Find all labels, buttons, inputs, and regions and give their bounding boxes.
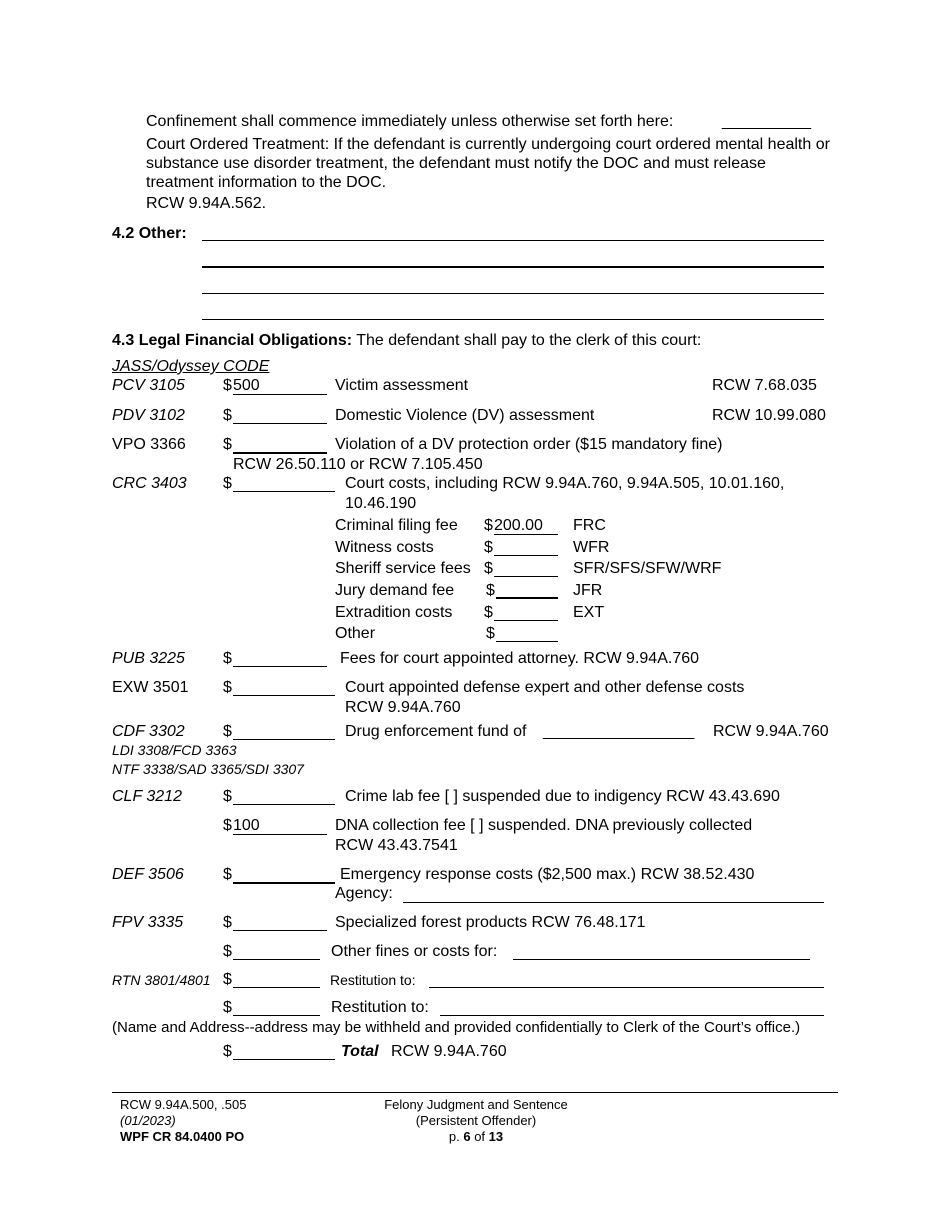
exw-dollar: $ xyxy=(223,679,232,696)
fpv-desc: Specialized forest products RCW 76.48.171 xyxy=(335,914,646,931)
footer-date: (01/2023) xyxy=(120,1113,176,1128)
other-for-line[interactable] xyxy=(513,959,810,960)
crc-sub-amount-line[interactable] xyxy=(494,576,558,577)
crc-amount-line[interactable] xyxy=(233,491,335,492)
other-desc: Other fines or costs for: xyxy=(331,943,498,960)
crc-sub-code: EXT xyxy=(573,604,605,621)
crc-sub-code: WFR xyxy=(573,539,610,556)
footer-page-number xyxy=(326,1129,626,1145)
crc-dollar: $ xyxy=(223,475,232,492)
crc-sub-code: JFR xyxy=(573,582,603,599)
code-header: JASS/Odyssey CODE xyxy=(112,358,270,375)
crc-sub-amount-line[interactable] xyxy=(496,641,558,642)
pdv-desc: Domestic Violence (DV) assessment xyxy=(335,407,595,424)
cdf-code2: LDI 3308/FCD 3363 xyxy=(112,742,237,758)
footer-rcw: RCW 9.94A.500, .505 xyxy=(120,1097,247,1112)
footer-subtitle: (Persistent Offender) xyxy=(415,1113,537,1128)
other-dollar: $ xyxy=(223,943,232,960)
crc-desc2: 10.46.190 xyxy=(345,495,417,512)
crc-sub-amount-line[interactable] xyxy=(494,555,558,556)
cdf-dollar: $ xyxy=(223,723,232,740)
crc-sub-label: Sheriff service fees xyxy=(335,560,471,577)
crc-sub-code: SFR/SFS/SFW/WRF xyxy=(573,560,722,577)
pub-dollar: $ xyxy=(223,650,232,667)
def-agency-line[interactable] xyxy=(403,902,824,903)
total-dollar: $ xyxy=(223,1043,232,1060)
treatment-text: Court Ordered Treatment: If the defendant is currently undergoing court ordered mental health or substance use disorder treatment, the defendant must notify the DOC and must release treatment information to the DOC. xyxy=(146,136,830,191)
pub-code: PUB 3225 xyxy=(112,650,185,667)
crc-sub-label: Other xyxy=(335,625,376,642)
fpv-code: FPV 3335 xyxy=(112,914,184,931)
fpv-amount-line[interactable] xyxy=(233,930,327,931)
footer-form-id: WPF CR 84.0400 PO xyxy=(120,1129,245,1144)
treatment-rcw: RCW 9.94A.562. xyxy=(146,195,267,212)
vpo-code: VPO 3366 xyxy=(112,436,186,453)
def-amount-line[interactable] xyxy=(233,882,335,884)
section-4-3-text: The defendant shall pay to the clerk of this court: xyxy=(352,332,702,349)
crc-sub-label: Criminal filing fee xyxy=(335,517,458,534)
pcv-amount[interactable]: 500 xyxy=(233,378,327,395)
section-4-2-label: 4.2 Other: xyxy=(112,225,187,242)
crc-sub-amount-line[interactable] xyxy=(494,620,558,621)
exw-code: EXW 3501 xyxy=(112,679,189,696)
crc-desc: Court costs, including RCW 9.94A.760, 9.94A.505, 10.01.160, xyxy=(345,475,785,492)
page-current: 6 xyxy=(463,1129,471,1144)
rtn-to-line[interactable] xyxy=(429,987,824,988)
pcv-code: PCV 3105 xyxy=(112,377,185,394)
dna-desc2: RCW 43.43.7541 xyxy=(335,837,458,854)
pcv-desc: Victim assessment xyxy=(335,377,469,394)
vpo-desc: Violation of a DV protection order ($15 mandatory fine) xyxy=(335,436,723,453)
rtn2-desc: Restitution to: xyxy=(331,999,429,1016)
crc-code: CRC 3403 xyxy=(112,475,187,492)
restitution-note: (Name and Address--address may be withheld and provided confidentially to Clerk of the Court’s office.) xyxy=(112,1019,801,1036)
vpo-rcw: RCW 26.50.110 or RCW 7.105.450 xyxy=(233,456,483,473)
clf-amount-line[interactable] xyxy=(233,804,335,805)
rtn2-amount-line[interactable] xyxy=(233,1015,320,1016)
vpo-dollar: $ xyxy=(223,436,232,453)
pcv-dollar: $ xyxy=(223,377,232,394)
footer-title: Felony Judgment and Sentence xyxy=(384,1097,568,1112)
rtn-desc: Restitution to: xyxy=(330,972,416,988)
page-prefix: p. xyxy=(448,1129,464,1144)
pcv-rcw: RCW 7.68.035 xyxy=(712,377,817,394)
total-label: Total xyxy=(341,1043,379,1060)
def-desc: Emergency response costs ($2,500 max.) RCW 38.52.430 xyxy=(340,866,755,883)
confinement-text: Confinement shall commence immediately unless otherwise set forth here: xyxy=(146,113,674,130)
vpo-amount-line[interactable] xyxy=(233,452,327,454)
pdv-rcw: RCW 10.99.080 xyxy=(712,407,826,424)
cdf-code: CDF 3302 xyxy=(112,723,185,740)
clf-desc: Crime lab fee [ ] suspended due to indigency RCW 43.43.690 xyxy=(345,788,780,805)
rtn-dollar: $ xyxy=(223,971,232,988)
clf-code: CLF 3212 xyxy=(112,788,182,805)
pdv-dollar: $ xyxy=(223,407,232,424)
crc-sub-dollar: $ xyxy=(484,604,493,621)
exw-amount-line[interactable] xyxy=(233,695,335,696)
crc-sub-dollar: $ xyxy=(484,560,493,577)
rtn-amount-line[interactable] xyxy=(233,987,320,988)
pdv-amount-line[interactable] xyxy=(233,423,327,424)
pub-amount-line[interactable] xyxy=(233,666,327,667)
page-total: 13 xyxy=(488,1129,504,1144)
other-amount-line[interactable] xyxy=(233,959,320,960)
crc-sub-code: FRC xyxy=(573,517,606,534)
cdf-code3: NTF 3338/SAD 3365/SDI 3307 xyxy=(112,761,304,777)
dna-dollar: $ xyxy=(223,817,232,834)
crc-sub-dollar: $ xyxy=(486,625,495,642)
def-agency-label: Agency: xyxy=(335,885,393,902)
crc-sub-label: Extradition costs xyxy=(335,604,453,621)
exw-desc: Court appointed defense expert and other defense costs xyxy=(345,679,745,696)
rtn-code: RTN 3801/4801 xyxy=(112,972,211,988)
crc-sub-amount-line[interactable] xyxy=(496,597,558,599)
def-code: DEF 3506 xyxy=(112,866,184,883)
def-dollar: $ xyxy=(223,866,232,883)
crc-sub-label: Jury demand fee xyxy=(335,582,455,599)
crc-sub-amount[interactable]: 200.00 xyxy=(494,518,558,535)
rtn2-dollar: $ xyxy=(223,999,232,1016)
pub-desc: Fees for court appointed attorney. RCW 9.94A.760 xyxy=(340,650,700,667)
other-line-2[interactable] xyxy=(202,266,824,268)
cdf-blank[interactable]: _________________ xyxy=(543,723,695,740)
cdf-desc: Drug enforcement fund of xyxy=(345,723,527,740)
other-line-4[interactable] xyxy=(202,319,824,320)
section-4-3-heading xyxy=(112,331,701,350)
footer-divider xyxy=(112,1092,838,1093)
cdf-rcw: RCW 9.94A.760 xyxy=(713,723,829,740)
other-line-3[interactable] xyxy=(202,293,824,294)
crc-sub-label: Witness costs xyxy=(335,539,434,556)
total-rcw: RCW 9.94A.760 xyxy=(391,1043,507,1060)
page-of: of xyxy=(470,1129,489,1144)
exw-desc2: RCW 9.94A.760 xyxy=(345,699,461,716)
cdf-amount-line[interactable] xyxy=(233,739,335,740)
crc-sub-dollar: $ xyxy=(484,517,493,534)
crc-sub-dollar: $ xyxy=(486,582,495,599)
dna-amount[interactable]: 100 xyxy=(233,818,327,835)
clf-dollar: $ xyxy=(223,788,232,805)
total-amount-line[interactable] xyxy=(233,1059,335,1060)
other-line-1[interactable] xyxy=(202,240,824,241)
dna-desc: DNA collection fee [ ] suspended. DNA previously collected xyxy=(335,817,753,834)
section-4-3-label: 4.3 Legal Financial Obligations: xyxy=(112,332,353,349)
pdv-code: PDV 3102 xyxy=(112,407,185,424)
fpv-dollar: $ xyxy=(223,914,232,931)
rtn2-to-line[interactable] xyxy=(440,1015,824,1016)
crc-sub-dollar: $ xyxy=(484,539,493,556)
confinement-blank[interactable]: __________ xyxy=(722,113,811,130)
